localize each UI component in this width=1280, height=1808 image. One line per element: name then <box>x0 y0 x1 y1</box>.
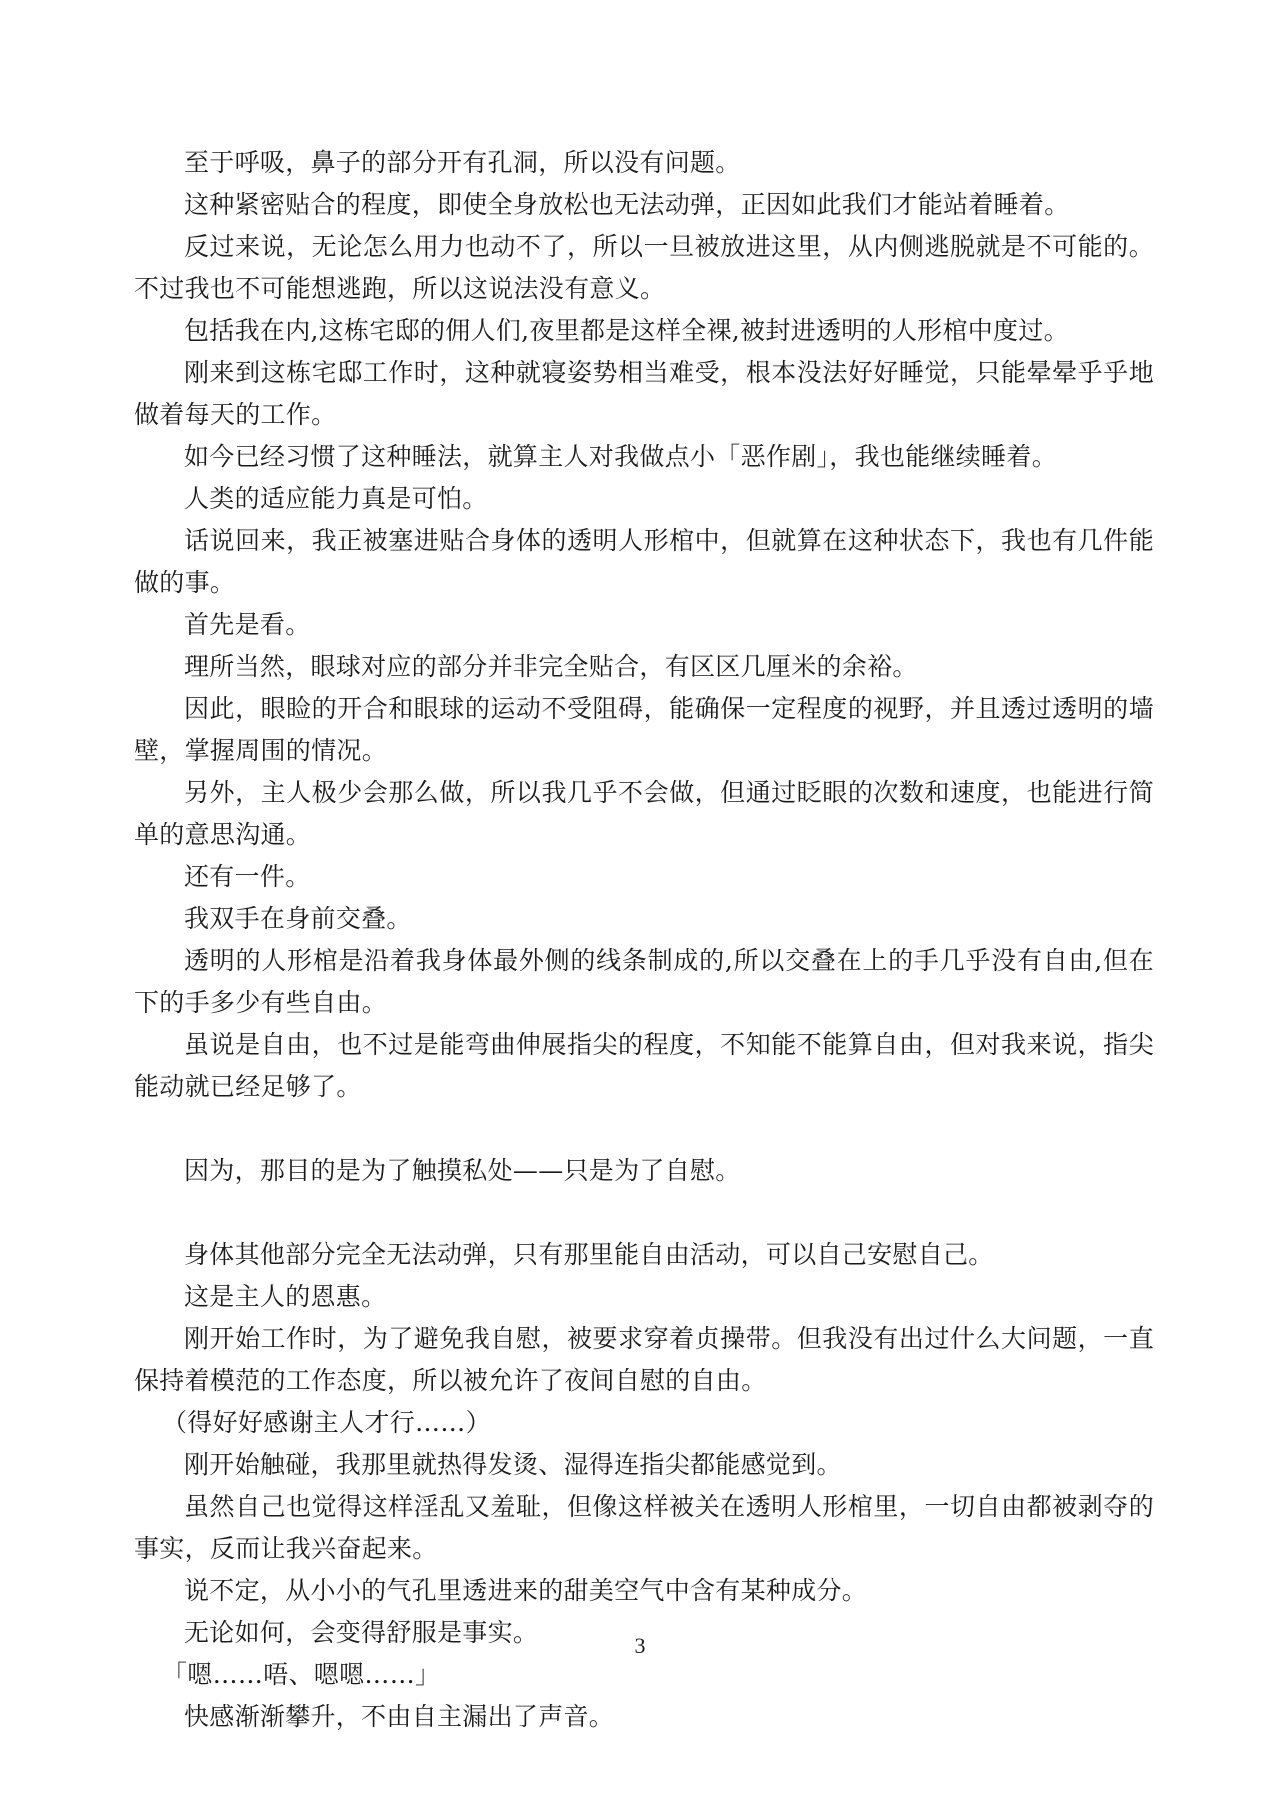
paragraph: 如今已经习惯了这种睡法，就算主人对我做点小「恶作剧」，我也能继续睡着。 <box>184 442 1058 471</box>
paragraph: 人类的适应能力真是可怕。 <box>184 484 488 513</box>
paragraph: 身体其他部分完全无法动弹，只有那里能自由活动，可以自己安慰自己。 <box>184 1240 994 1269</box>
paragraph: 话说回来，我正被塞进贴合身体的透明人形棺中，但就算在这种状态下，我也有几件能做的事。 <box>134 526 1154 597</box>
paragraph: 至于呼吸，鼻子的部分开有孔洞，所以没有问题。 <box>184 148 741 177</box>
paragraph: 「嗯……唔、嗯嗯……」 <box>162 1660 441 1689</box>
paragraph: 包括我在内,这栋宅邸的佣人们,夜里都是这样全裸,被封进透明的人形棺中度过。 <box>184 316 1069 345</box>
paragraph: 刚开始触碰，我那里就热得发烫、湿得连指尖都能感觉到。 <box>184 1450 842 1479</box>
blank-line <box>134 1108 1154 1150</box>
paragraph: 虽说是自由，也不过是能弯曲伸展指尖的程度，不知能不能算自由，但对我来说，指尖能动就已经足够了。 <box>134 1030 1154 1101</box>
paragraph: （得好好感谢主人才行……） <box>162 1408 491 1437</box>
paragraph: 透明的人形棺是沿着我身体最外侧的线条制成的,所以交叠在上的手几乎没有自由,但在下的手多少有些自由。 <box>134 946 1154 1017</box>
paragraph: 这种紧密贴合的程度，即使全身放松也无法动弹，正因如此我们才能站着睡着。 <box>184 190 1070 219</box>
text-body <box>134 142 1154 1738</box>
paragraph: 反过来说，无论怎么用力也动不了，所以一旦被放进这里，从内侧逃脱就是不可能的。不过我也不可能想逃跑，所以这说法没有意义。 <box>134 232 1154 303</box>
paragraph: 因此，眼睑的开合和眼球的运动不受阻碍，能确保一定程度的视野，并且透过透明的墙壁，掌握周围的情况。 <box>134 694 1154 765</box>
paragraph: 另外，主人极少会那么做，所以我几乎不会做，但通过眨眼的次数和速度，也能进行简单的意思沟通。 <box>134 778 1154 849</box>
blank-line <box>134 1192 1154 1234</box>
paragraph: 因为，那目的是为了触摸私处——只是为了自慰。 <box>184 1156 741 1185</box>
paragraph: 刚开始工作时，为了避免我自慰，被要求穿着贞操带。但我没有出过什么大问题，一直保持着模范的工作态度，所以被允许了夜间自慰的自由。 <box>134 1324 1154 1395</box>
paragraph: 说不定，从小小的气孔里透进来的甜美空气中含有某种成分。 <box>184 1576 868 1605</box>
paragraph: 快感渐渐攀升，不由自主漏出了声音。 <box>184 1702 615 1731</box>
paragraph: 我双手在身前交叠。 <box>184 904 412 933</box>
paragraph: 这是主人的恩惠。 <box>184 1282 387 1311</box>
paragraph: 理所当然，眼球对应的部分并非完全贴合，有区区几厘米的余裕。 <box>184 652 918 681</box>
page-number: 3 <box>634 1633 646 1658</box>
paragraph: 虽然自己也觉得这样淫乱又羞耻，但像这样被关在透明人形棺里，一切自由都被剥夺的事实，反而让我兴奋起来。 <box>134 1492 1154 1563</box>
paragraph: 首先是看。 <box>184 610 311 639</box>
paragraph: 刚来到这栋宅邸工作时，这种就寝姿势相当难受，根本没法好好睡觉，只能晕晕乎乎地做着每天的工作。 <box>134 358 1154 429</box>
paragraph: 还有一件。 <box>184 862 311 891</box>
paragraph: 无论如何，会变得舒服是事实。 <box>184 1618 539 1647</box>
